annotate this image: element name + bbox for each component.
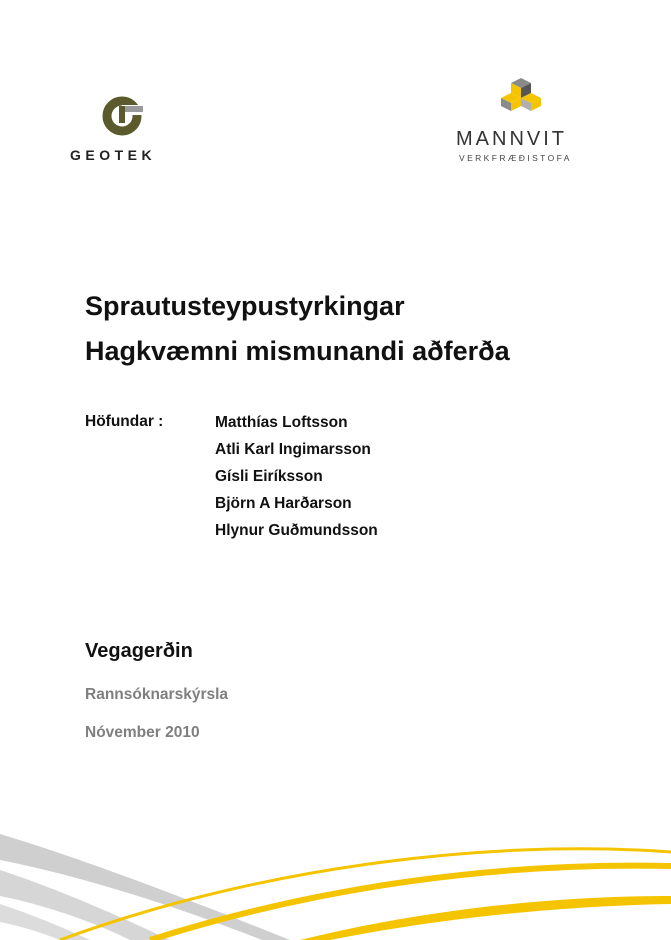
decorative-swoosh: [0, 800, 671, 940]
mannvit-subtitle: VERKFRÆÐISTOFA: [459, 153, 572, 163]
geotek-wordmark: GEOTEK: [70, 147, 157, 163]
title-line-1: Sprautusteypustyrkingar: [85, 291, 405, 321]
report-date: Nóvember 2010: [85, 724, 200, 741]
author-name: Matthías Loftsson: [215, 414, 348, 431]
author-name: Hlynur Guðmundsson: [215, 522, 378, 539]
report-title: [85, 284, 510, 374]
author-name: Atli Karl Ingimarsson: [215, 441, 371, 458]
authors-label: Höfundar :: [85, 413, 164, 430]
mannvit-cube-icon: [501, 76, 541, 114]
report-type: Rannsóknarskýrsla: [85, 686, 229, 703]
authors-list: [215, 413, 378, 548]
mannvit-wordmark: MANNVIT: [456, 128, 567, 150]
client-name: Vegagerðin: [85, 640, 193, 662]
mannvit-logo: [452, 76, 592, 166]
title-line-2: Hagkvæmni mismunandi aðferða: [85, 336, 510, 366]
geotek-logo-icon: [102, 94, 148, 138]
author-name: Björn A Harðarson: [215, 495, 352, 512]
geotek-logo: [70, 94, 180, 164]
author-name: Gísli Eiríksson: [215, 468, 323, 485]
